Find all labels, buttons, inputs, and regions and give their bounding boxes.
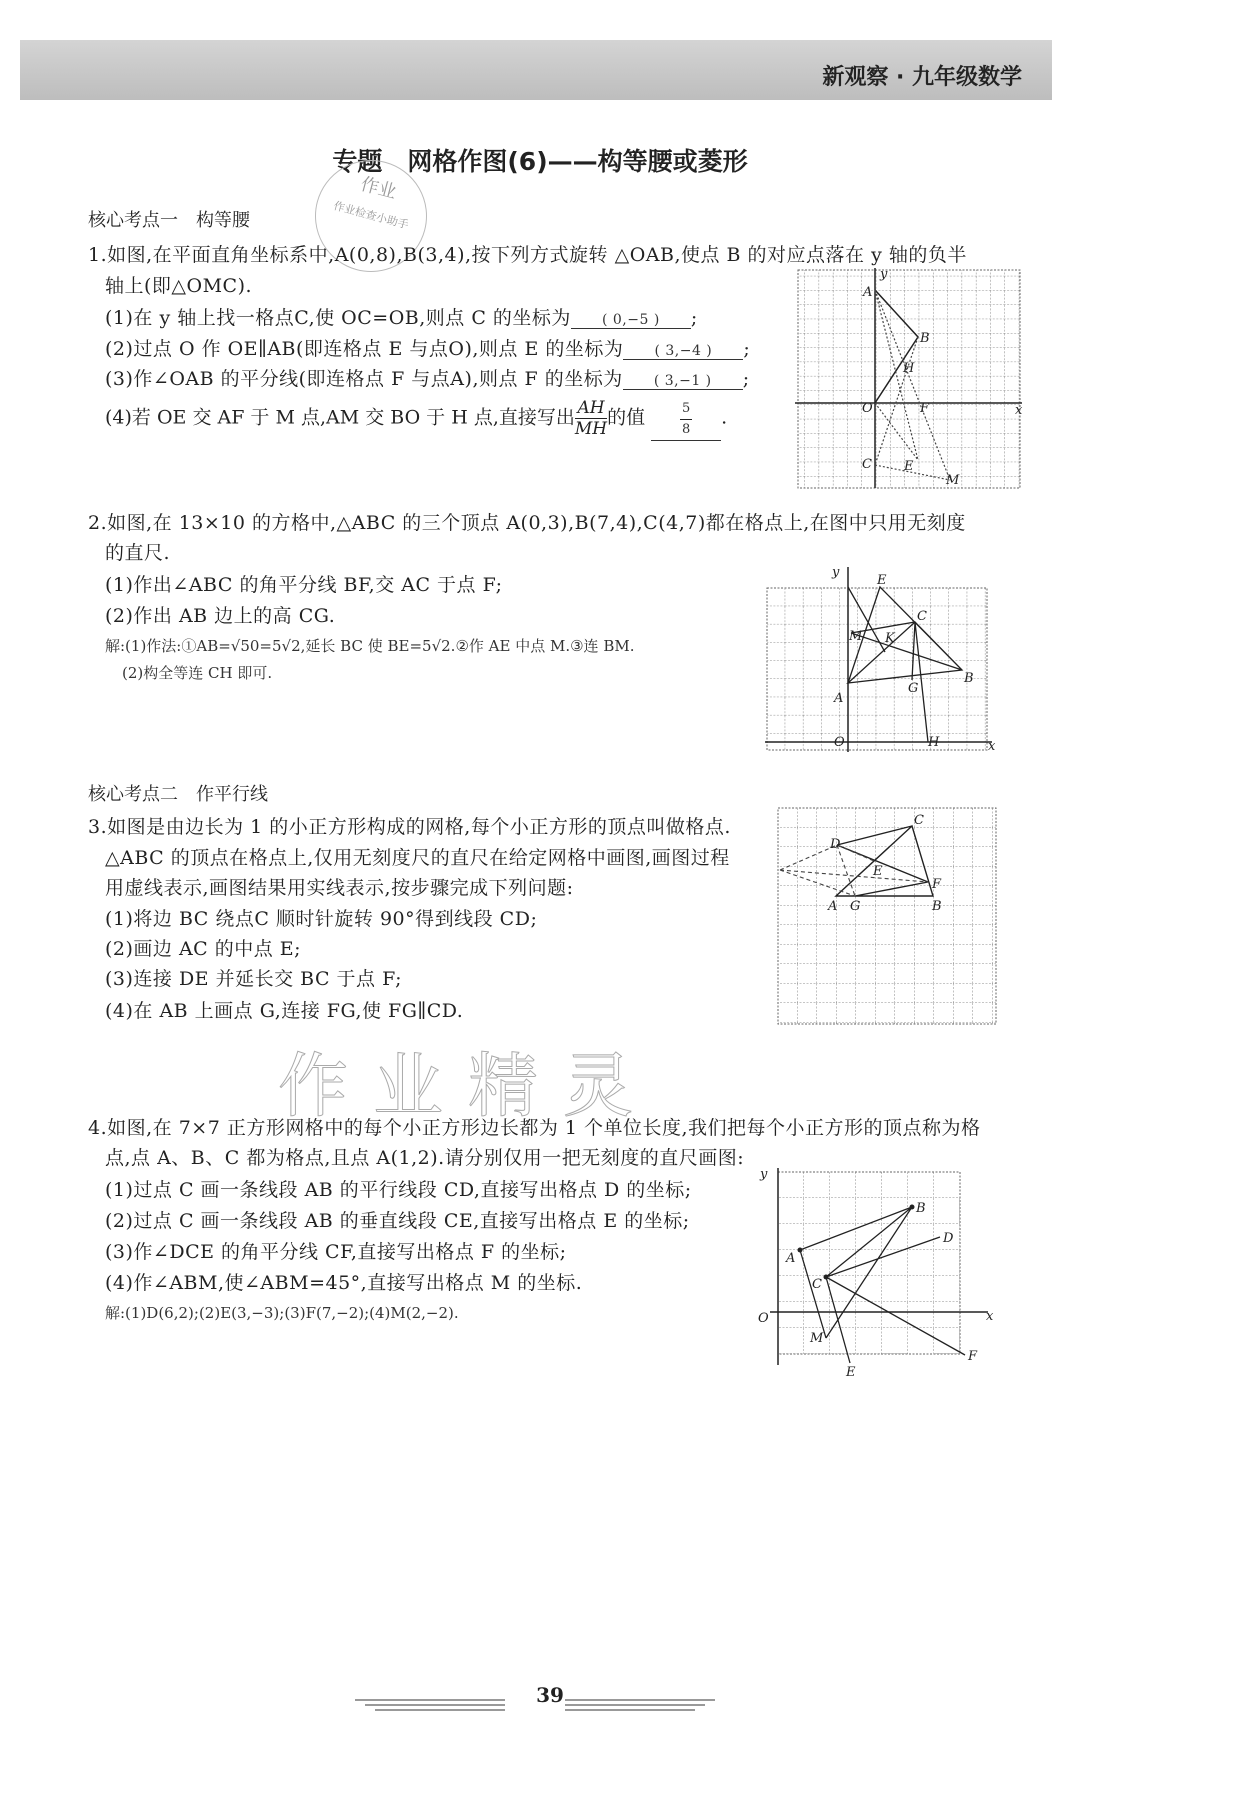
q3-line3: 用虚线表示,画图结果用实线表示,按步骤完成下列问题: [105,877,574,899]
label-d: D [943,1231,954,1246]
label-f: F [968,1349,978,1364]
label-o: O [834,735,845,750]
q1-part1: (1)在 y 轴上找一格点C,使 OC=OB,则点 C 的坐标为 ( 0,−5 ) ; [105,307,698,329]
stamp-subtext: 作业检查小助手 [332,199,410,232]
label-f: F [932,877,942,892]
point-a [798,1248,803,1253]
q3-line2: △ABC 的顶点在格点上,仅用无刻度尺的直尺在给定网格中画图,画图过程 [105,847,730,869]
label-a: A [863,285,873,300]
label-d: D [830,837,841,852]
label-h: H [928,735,940,750]
watermark: 作业精灵 [278,1045,658,1127]
page-title: 专题 网格作图(6)——构等腰或菱形 [332,147,748,176]
label-c: C [862,457,872,472]
book-title: 新观察 · 九年级数学 [822,65,1022,90]
page-number: 39 [536,1683,564,1707]
section-heading-1: 核心考点一 构等腰 [88,210,250,231]
label-y: y [760,1167,768,1182]
section-heading-2: 核心考点二 作平行线 [88,784,268,805]
q4-part3: (3)作∠DCE 的角平分线 CF,直接写出格点 F 的坐标; [105,1241,567,1263]
point-b [910,1205,915,1210]
label-b: B [964,671,974,686]
label-m: M [946,473,960,488]
q4-line1: 4.如图,在 7×7 正方形网格中的每个小正方形边长都为 1 个单位长度,我们把每个小正方形的顶点称为格 [88,1117,981,1139]
q1-fraction [575,398,607,439]
label-m: M [849,629,863,644]
point-c [824,1275,829,1280]
q1-part3-text: (3)作∠OAB 的平分线(即连格点 F 与点A),则点 F 的坐标为 [105,368,623,390]
grid [767,588,987,750]
label-x: x [986,1309,994,1324]
label-c: C [917,609,927,624]
grid [798,270,1020,488]
q2-figure [760,562,1010,757]
label-c: C [812,1277,822,1292]
q1-part2: (2)过点 O 作 OE∥AB(即连格点 E 与点O),则点 E 的坐标为 ( 3,−4 ) ; [105,338,751,360]
q2-solution-1: 解:(1)作法:①AB=√50=5√2,延长 BC 使 BE=5√2.②作 AE 中点 M.③连 BM. [105,637,635,655]
q1-answer4[interactable] [651,399,721,441]
label-b: B [920,331,930,346]
q3-part1: (1)将边 BC 绕点C 顺时针旋转 90°得到线段 CD; [105,908,538,930]
frac-num: AH [577,398,605,418]
grid [778,808,996,1024]
label-x: x [1015,403,1023,418]
q2-part2: (2)作出 AB 边上的高 CG. [105,605,336,627]
q1-part4: (4)若 OE 交 AF 于 M 点,AM 交 BO 于 H 点,直接写出 $\frac{AH}{MH}$ 的值 $\frac{5}{8}$ . [105,398,728,439]
label-e: E [904,459,914,474]
label-y: y [832,565,840,580]
q1-answer1[interactable]: ( 0,−5 ) [571,312,691,329]
label-a: A [828,899,838,914]
q1-answer3[interactable]: ( 3,−1 ) [623,373,743,390]
q1-part4-text: (4)若 OE 交 AF 于 M 点,AM 交 BO 于 H 点,直接写出 [105,406,575,429]
label-g: G [908,681,919,696]
q4-part4: (4)作∠ABM,使∠ABM=45°,直接写出格点 M 的坐标. [105,1272,583,1294]
label-g: G [850,899,861,914]
q4-part1: (1)过点 C 画一条线段 AB 的平行线段 CD,直接写出格点 D 的坐标; [105,1179,692,1201]
label-e: E [873,864,883,879]
q4-part2: (2)过点 C 画一条线段 AB 的垂直线段 CE,直接写出格点 E 的坐标; [105,1210,690,1232]
q1-figure [790,262,1030,492]
q1-line1: 1.如图,在平面直角坐标系中,A(0,8),B(3,4),按下列方式旋转 △OAB,使点 B 的对应点落在 y 轴的负半 [88,244,967,266]
answer-den: 8 [681,422,691,437]
label-k: K [885,631,895,646]
q1-part4-end: 的值 [607,406,646,429]
label-a: A [834,691,844,706]
label-h: H [903,361,915,376]
label-f: F [920,401,930,416]
q3-line1: 3.如图是由边长为 1 的小正方形构成的网格,每个小正方形的顶点叫做格点. [88,816,731,838]
frac-den: MH [574,419,608,439]
q2-line1: 2.如图,在 13×10 的方格中,△ABC 的三个顶点 A(0,3),B(7,4),C(4,7)都在格点上,在图中只用无刻度 [88,512,966,534]
label-e: E [877,573,887,588]
label-b: B [916,1201,926,1216]
q1-part2-text: (2)过点 O 作 OE∥AB(即连格点 E 与点O),则点 E 的坐标为 [105,338,624,360]
label-b: B [932,899,942,914]
q1-line2: 轴上(即△OMC). [105,275,253,297]
label-x: x [988,739,996,754]
q1-answer2[interactable]: ( 3,−4 ) [623,343,743,360]
q1-part3: (3)作∠OAB 的平分线(即连格点 F 与点A),则点 F 的坐标为 ( 3,−1 ) ; [105,368,750,390]
label-o: O [758,1311,769,1326]
label-o: O [862,401,873,416]
label-c: C [914,813,924,828]
q2-part1: (1)作出∠ABC 的角平分线 BF,交 AC 于点 F; [105,574,503,596]
q3-part3: (3)连接 DE 并延长交 BC 于点 F; [105,968,402,990]
page-header-band [20,40,1052,100]
label-m: M [810,1331,824,1346]
q4-figure [750,1160,1000,1380]
grid [778,1172,960,1354]
label-y: y [880,267,888,282]
label-a: A [786,1251,796,1266]
q1-part1-text: (1)在 y 轴上找一格点C,使 OC=OB,则点 C 的坐标为 [105,307,571,329]
stamp-text: 作业 [358,173,399,204]
q3-part4: (4)在 AB 上画点 G,连接 FG,使 FG∥CD. [105,1000,464,1022]
answer-num: 5 [680,399,692,420]
q3-figure [770,800,1005,1030]
q4-line2: 点,点 A、B、C 都为格点,且点 A(1,2).请分别仅用一把无刻度的直尺画图: [105,1147,745,1169]
q2-line2: 的直尺. [105,542,171,564]
q3-part2: (2)画边 AC 的中点 E; [105,938,302,960]
label-e: E [846,1365,856,1380]
q4-solution: 解:(1)D(6,2);(2)E(3,−3);(3)F(7,−2);(4)M(2,−2). [105,1304,459,1322]
q2-solution-2: (2)构全等连 CH 即可. [122,664,273,682]
